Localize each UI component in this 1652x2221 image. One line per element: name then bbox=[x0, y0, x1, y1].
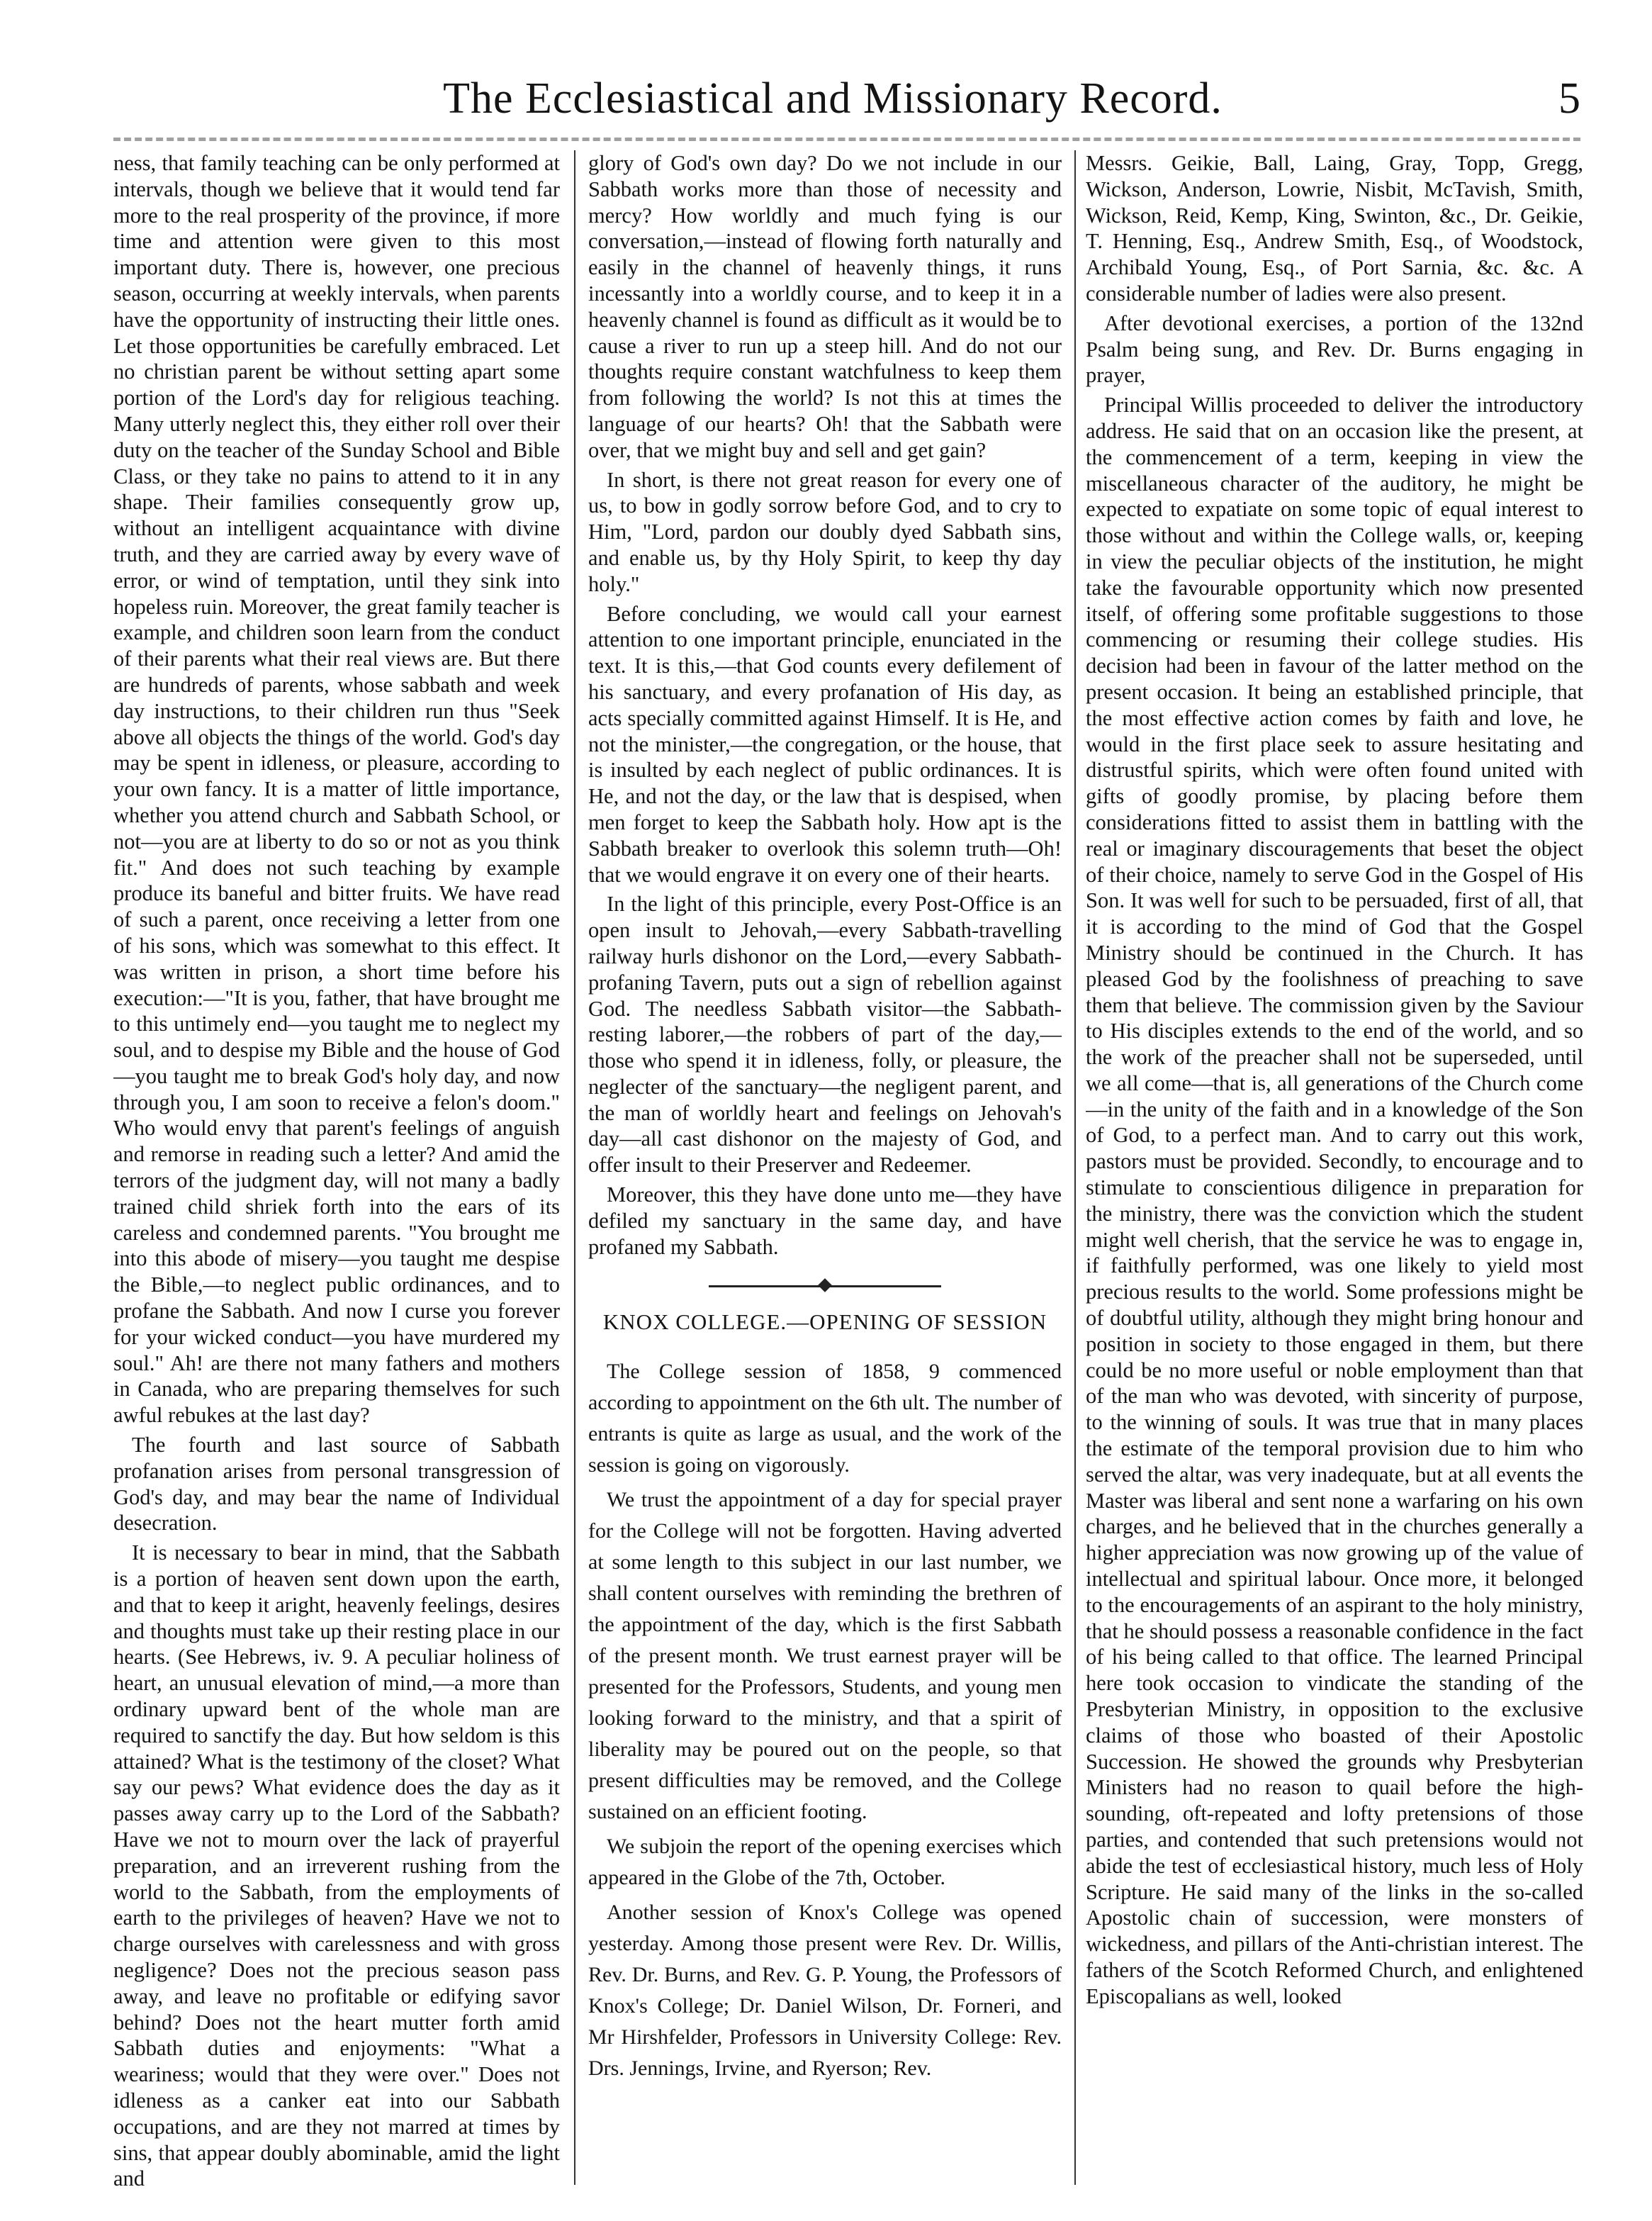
diamond-ornament-icon bbox=[818, 1279, 832, 1293]
column-1 bbox=[113, 150, 560, 2192]
page-header bbox=[85, 68, 1580, 132]
knox-college-article bbox=[588, 1309, 1062, 2084]
paragraph: Principal Willis proceeded to deliver the introductory address. He said that on an occasion like the present, at the commencement of a term, keeping in view the miscellaneous character of the auditory, he might be expected to expatiate on some topic of equal interest to those without and within the College walls, or, keeping in view the peculiar objects of the institution, he might take the favourable opportunity which now presented itself, of offering some profitable suggestions to those commencing or resuming their college studies. His decision had been in favour of the latter method on the present occasion. It being an established principle, that the most effective action comes by faith and love, he would in the first place seek to assure hesitating and distrustful spirits, which were often found united with gifts of goodly promise, by placing before them considerations fitted to assist them in battling with the real or imaginary discouragements that beset the object of their choice, namely to serve God in the Gospel of His Son. It was well for such to be persuaded, first of all, that it is according to the mind of God that the Gospel Ministry should be continued in the Church. It has pleased God by the foolishness of preaching to save them that believe. The commission given by the Saviour to His disciples extends to the end of the world, and so the work of the preacher shall not be superseded, until we all come—that is, all generations of the Church come—in the unity of the faith and in a knowledge of the Son of God, to a perfect man. And to carry out this work, pastors must be provided. Secondly, to encourage and to stimulate to conscientious diligence in preparation for the ministry, there was the conviction which the student might well cherish, that the service he was to engage in, if faithfully performed, was one likely to yield most precious results to the world. Some professions might be of doubtful utility, although they might bring honour and position in society to those engaged in them, but there could be no more useful or noble employment than that of the man who was devoted, with sincerity of purpose, to the winning of souls. It was true that in many places the estimate of the temporal provision due to him who served the altar, was very inadequate, but at all events the Master was liberal and sent none a warfaring on his own charges, and he believed that in the churches generally a higher appreciation was now growing up of the value of intellectual and spiritual labour. Once more, it belonged to the encouragements of an aspirant to the holy ministry, that he should possess a reasonable confidence in the fact of his being called to that office. The learned Principal here took occasion to vindicate the standing of the Presbyterian Ministry, in opposition to the exclusive claims of those who boasted of their Apostolic Succession. He showed the grounds why Presbyterian Ministers had no reason to quail before the high-sounding, oft-repeated and lofty pretensions of those parties, and contended that such pretensions would not abide the test of ecclesiastical history, much less of Holy Scripture. He said many of the links in the so-called Apostolic chain of succession, were monsters of wickedness, and pillars of the Anti-christian interest. The fathers of the Scotch Reformed Church, and enlightened Episcopalians as well, looked bbox=[1086, 393, 1583, 2008]
header-rule bbox=[113, 138, 1580, 141]
page-number: 5 bbox=[1558, 74, 1580, 123]
running-title: The Ecclesiastical and Missionary Record. bbox=[443, 74, 1223, 123]
paragraph: ness, that family teaching can be only performed at intervals, though we believe that it would tend far more to the real prosperity of the province, if more time and attention were given to this most important duty. There is, however, one precious season, occurring at weekly intervals, when parents have the opportunity of instructing their little ones. Let those opportunities be carefully embraced. Let no christian parent be without setting apart some portion of the Lord's day for religious teaching. Many utterly neglect this, they either roll over their duty on the teacher of the Sunday School and Bible Class, or they take no pains to attend to it in any shape. Their families consequently grow up, without an intelligent acquaintance with divine truth, and they are carried away by every wave of error, or wind of temptation, until they sink into hopeless ruin. Moreover, the great family teacher is example, and children soon learn from the conduct of their parents what their real views are. But there are hundreds of parents, whose sabbath and week day instructions, to their children run thus "Seek above all objects the things of the world. God's day may be spent in idleness, or pleasure, according to your own fancy. It is a matter of little importance, whether you attend church and Sabbath School, or not—you are at liberty to do so or not as you think fit." And does not such teaching by example produce its baneful and bitter fruits. We have read of such a parent, once receiving a letter from one of his sons, which was somewhat to this effect. It was written in prison, a short time before his execution:—"It is you, father, that have brought me to this untimely end—you taught me to neglect my soul, and to despise my Bible and the house of God—you taught me to break God's holy day, and now through you, I am soon to receive a felon's doom." Who would envy that parent's feelings of anguish and remorse in reading such a letter? And amid the terrors of the judgment day, will not many a badly trained child shriek forth into the ears of its careless and condemned parents. "You brought me into this abode of misery—you taught me despise the Bible,—to neglect public ordinances, and to profane the Sabbath. And now I curse you forever for your wicked conduct—you have murdered my soul." Ah! are there not many fathers and mothers in Canada, who are preparing themselves for such awful rebukes at the last day? bbox=[113, 151, 560, 1428]
paragraph: In short, is there not great reason for every one of us, to bow in godly sorrow before God, and to cry to Him, "Lord, pardon our doubly dyed Sabbath sins, and enable us, by thy Holy Spirit, to keep thy day holy." bbox=[588, 467, 1062, 596]
paragraph: Another session of Knox's College was opened yesterday. Among those present were Rev. Dr. Willis, Rev. Dr. Burns, and Rev. G. P. Young, the Professors of Knox's College; Dr. Daniel Wilson, Dr. Forneri, and Mr Hirshfelder, Professors in University College: Rev. Drs. Jennings, Irvine, and Ryerson; Rev. bbox=[588, 1901, 1062, 2081]
column-divider-1 bbox=[574, 150, 575, 2185]
section-divider bbox=[588, 1277, 1062, 1295]
column-divider-2 bbox=[1074, 150, 1076, 2185]
paragraph: In the light of this principle, every Post-Office is an open insult to Jehovah,—every Sabbath-travelling railway hurls dishonor on the Lord,—every Sabbath-profaning Tavern, puts out a sign of rebellion against God. The needless Sabbath visitor—the Sabbath-resting laborer,—the robbers of part of the day,—those who spend it in idleness, folly, or pleasure, the neglecter of the sanctuary—the negligent parent, and the man of worldly heart and feelings on Jehovah's day—all cast dishonor on the majesty of God, and offer insult to their Preserver and Redeemer. bbox=[588, 892, 1062, 1177]
paragraph: Moreover, this they have done unto me—they have defiled my sanctuary in the same day, and have profaned my Sabbath. bbox=[588, 1182, 1062, 1259]
article-heading: KNOX COLLEGE.—OPENING OF SESSION bbox=[602, 1309, 1047, 1335]
paragraph: glory of God's own day? Do we not include in our Sabbath works more than those of necessity and mercy? How worldly and much fying is our conversation,—instead of flowing forth naturally and easily in the channel of heavenly things, it runs incessantly into a worldly course, and to keep it in a heavenly channel is found as difficult as it would be to cause a river to run up a steep hill. And do not our thoughts require constant watchfulness to keep them from following the world? Is not this at times the language of our hearts? Oh! that the Sabbath were over, that we might buy and sell and get gain? bbox=[588, 151, 1062, 462]
paragraph: Messrs. Geikie, Ball, Laing, Gray, Topp, Gregg, Wickson, Anderson, Lowrie, Nisbit, McTavish, Smith, Wickson, Reid, Kemp, King, Swinton, &c., Dr. Geikie, T. Henning, Esq., Andrew Smith, Esq., of Woodstock, Archibald Young, Esq., of Port Sarnia, &c. &c. A considerable number of ladies were also present. bbox=[1086, 151, 1583, 306]
paragraph: After devotional exercises, a portion of the 132nd Psalm being sung, and Rev. Dr. Burns engaging in prayer, bbox=[1086, 311, 1583, 388]
paragraph: We trust the appointment of a day for special prayer for the College will not be forgotten. Having adverted at some length to this subject in our last number, we shall content ourselves with reminding the brethren of the appointment of the day, which is the first Sabbath of the present month. We trust earnest prayer will be presented for the Professors, Students, and young men looking forward to the ministry, and that a spirit of liberality may be poured out on the people, so that present difficulties may be removed, and the College sustained on an efficient footing. bbox=[588, 1488, 1062, 1824]
column-2 bbox=[588, 150, 1062, 2192]
paragraph: The fourth and last source of Sabbath profanation arises from personal transgression of God's day, and may bear the name of Individual desecration. bbox=[113, 1433, 560, 1535]
column-3 bbox=[1086, 150, 1583, 2192]
paragraph: The College session of 1858, 9 commenced according to appointment on the 6th ult. The number of entrants is quite as large as usual, and the work of the session is going on vigorously. bbox=[588, 1360, 1062, 1477]
paragraph: Before concluding, we would call your earnest attention to one important principle, enunciated in the text. It is this,—that God counts every defilement of his sanctuary, and every profanation of His day, as acts specially committed against Himself. It is He, and not the minister,—the congregation, or the house, that is insulted by each neglect of public ordinances. It is He, and not the day, or the law that is despised, when men forget to keep the Sabbath holy. How apt is the Sabbath breaker to overlook this solemn truth—Oh! that we would engrave it on every one of their hearts. bbox=[588, 601, 1062, 887]
paragraph: We subjoin the report of the opening exercises which appeared in the Globe of the 7th, October. bbox=[588, 1835, 1062, 1890]
paragraph: It is necessary to bear in mind, that the Sabbath is a portion of heaven sent down upon the earth, and that to keep it aright, heavenly feelings, desires and thoughts must take up their resting place in our hearts. (See Hebrews, iv. 9. A peculiar holiness of heart, an unusual elevation of mind,—a more than ordinary upward bent of the whole man are required to sanctify the day. But how seldom is this attained? What is the testimony of the closet? What say our pews? What evidence does the day as it passes away carry up to the Lord of the Sabbath? Have we not to mourn over the lack of prayerful preparation, and an irreverent rushing from the world to the Sabbath, from the employments of earth to the privileges of heaven? Have we not to charge ourselves with carelessness and with gross negligence? Does not the precious season pass away, and leave no profitable or edifying savor behind? Does not the heart mutter forth amid Sabbath duties and enjoyments: "What a weariness; would that they were over." Does not idleness as a canker eat into our Sabbath occupations, and are they not marred at times by sins, that appear doubly abominable, amid the light and bbox=[113, 1540, 560, 2191]
